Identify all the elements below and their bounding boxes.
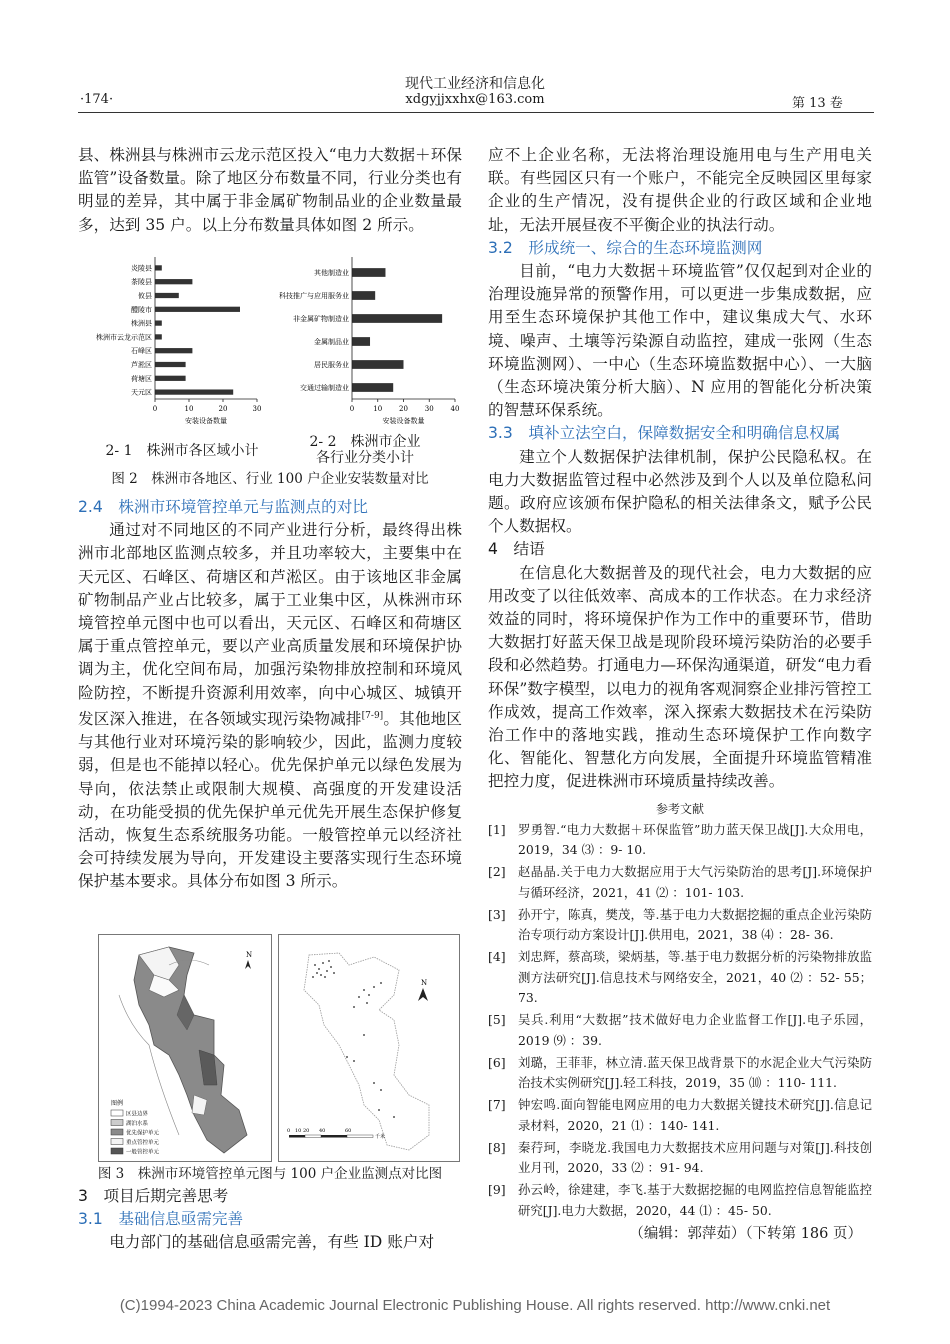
section-3-3-heading: 3.3 填补立法空白，保障数据安全和明确信息权属 [488,424,841,443]
legend-label: 湖泊水系 [126,1121,149,1127]
legend-label: 一般管控单元 [126,1149,160,1156]
section-4-paragraph: 在信息化大数据普及的现代社会，电力大数据的应用改变了以往低效率、高成本的工作状态。在力求经济效益的同时，将环境保护作为工作中的重要环节，借助大数据打好蓝天保卫战是现阶段环境污染防治的必要手段和必然趋势。打通电力—环保沟通渠道，研发“电力看环保”数字模型，以电力的视角客观洞察企业排污管控工作成效，提高工作效率，深入探索大数据技术在污染防治工作中的落地实践，推动生态环境保护工作向数字化、智能化、智慧化方向发展，全面提升环境监管精准把控力度，促进株洲市环境质量持续改善。 [488,563,872,791]
category-label: 株洲县 [131,319,152,328]
bar [155,376,186,381]
control-unit-map-graphic [99,935,271,1161]
reference-item [488,1010,872,1051]
header-email: xdgyjjxxhx@163.com [405,92,545,107]
reference-item [488,1180,872,1221]
bar [352,291,375,300]
bar [352,314,442,323]
bar [155,265,162,270]
reference-number: [4] [488,949,506,965]
north-arrow-icon [418,988,428,1001]
north-arrow-icon [245,960,251,969]
scale-label: 0 [287,1128,291,1134]
scale-bar [287,1128,385,1140]
legend-swatch [111,1148,123,1154]
category-label: 醴陵市 [131,305,152,314]
section-3-1-heading: 3.1 基础信息亟需完善 [78,1210,244,1229]
bar [155,362,186,367]
bar [155,279,192,284]
paragraph-text: 通过对不同地区的不同产业进行分析，最终得出株洲市北部地区监测点较多，并且功率较大，主要集中在天元区、石峰区、荷塘区和芦淞区。由于该地区非金属矿物制品产业占比较多，属于工业集中区，从株洲市环境管控单元图中也可以看出，天元区、石峰区和荷塘区属于重点管控单元，要以产业高质量发展和环境保护协调为主，优化空间布局，加强污染物排放控制和环境风险防控，不断提升资源利用效率，向中心城区、城镇开发区深入推进，在各领域实现污染物减排 [78,521,462,729]
reference-number: [9] [488,1182,506,1198]
bar [155,307,240,312]
category-label: 株洲市云龙示范区 [96,333,152,342]
category-label: 芦淞区 [131,361,152,369]
figure-2-2-subcaption [300,434,430,466]
legend-label: 重点管控单元 [126,1140,160,1146]
reference-number: [7] [488,1097,506,1113]
section-3-2-heading: 3.2 形成统一、综合的生态环境监测网 [488,238,763,257]
legend-label: 优先保护单元 [126,1130,160,1137]
references-title: 参考文献 [655,801,704,816]
paragraph-text: 。其他地区与其他行业对环境污染的影响较少，因此，监测力度较弱，但是也不能掉以轻心。优先保护单元以绿色发展为导向，依法禁止或限制大规模、高强度的开发建设活动，在功能受损的优先保护单元优先开展生态保护修复活动，恢复生态系统服务功能。一般管控单元以经济社会可持续发展为导向，开发建设主要落实现行生态环境保护基本要求。具体分布如图 3 所示。 [78,710,462,891]
right-column [488,144,872,1245]
reference-item [488,820,872,861]
x-tick-label: 20 [399,405,408,413]
reference-item [488,905,872,946]
reference-number: [8] [488,1139,506,1155]
reference-text: 赵晶晶.关于电力大数据应用于大气污染防治的思考[J].环境保护与循环经济，2021，41 ⑵ ：101- 103. [518,864,872,900]
x-axis-label: 安装设备数量 [185,417,227,425]
x-tick-label: 10 [373,405,383,413]
references-list [488,820,872,1222]
north-arrow-label: N [421,979,428,987]
x-tick-label: 20 [218,405,228,413]
category-label: 居民服务业 [314,361,349,369]
reference-number: [5] [488,1012,506,1028]
bar [155,334,162,339]
control-unit-map [98,934,272,1162]
x-tick-label: 30 [424,405,434,413]
category-label: 交通过输制造业 [300,384,349,392]
reference-text: 钟宏鸣.面向智能电网应用的电力大数据关键技术研究[J].信息记录材料，2020，21 ⑴ ：140- 141. [518,1097,872,1133]
category-label: 非金属矿物制造业 [293,315,349,323]
legend-swatch [111,1129,123,1135]
figure-2-2-subcaption-line1: 2- 2 株洲市企业 [309,434,421,450]
scale-label: 20 [303,1128,310,1134]
section-3-2-paragraph: 目前，“电力大数据＋环境监管”仅仅起到对企业的治理设施异常的预警作用，可以更进一步集成数据，应用至生态环境保护其他工作中，建议集成大气、水环境、噪声、土壤等污染源自动监控，建成一张网（生态环境监测网）、一中心（生态环境监数据中心）、一大脑（生态环境决策分析大脑）、N 应用的智能化分析决策的智慧环保系统。 [488,262,872,420]
x-tick-label: 30 [252,405,262,413]
section-3-3-paragraph: 建立个人数据保护法律机制，保护公民隐私权。在电力大数据监管过程中必然涉及到个人以及单位隐私问题。政府应该颁布保护隐私的相关法律条文，赋予公民个人数据权。 [488,447,872,536]
section-3-1-paragraph: 电力部门的基础信息亟需完善，有些 ID 账户对 [109,1233,435,1252]
figure-2-2-chart [262,256,467,436]
category-label: 石峰区 [131,347,152,356]
left-column-lower [78,468,462,894]
reference-number: [3] [488,906,506,922]
category-label: 天元区 [131,388,152,397]
x-tick-label: 40 [450,405,460,413]
bar [352,383,393,392]
figure-3-caption: 图 3 株洲市环境管控单元图与 100 户企业监测点对比图 [97,1166,443,1182]
monitoring-points-map-graphic [279,935,459,1161]
reference-text: 罗勇智.“电力大数据＋环保监管”助力蓝天保卫战[J].大众用电，2019，34 ⑶ ：9- 10. [518,821,872,858]
header-divider [78,112,874,113]
figure-2-1-subcaption: 2- 1 株洲市各区域小计 [105,443,259,459]
monitoring-points-map [278,934,460,1162]
citation: [7-9] [361,710,384,721]
category-label: 金属制品业 [314,338,349,346]
category-label: 荷塘区 [131,374,152,383]
legend-label: 区县边界 [126,1111,149,1118]
bar [155,348,192,353]
header-volume: 第 13 卷 [792,96,843,111]
category-label: 科技推广与应用服务业 [279,292,349,300]
bar [352,360,404,369]
category-label: 其他制造业 [314,269,349,277]
legend [111,1110,160,1156]
left-column-bottom [78,1163,462,1255]
scale-label: 10 [295,1128,302,1134]
header-journal-title: 现代工业经济和信息化 [405,76,545,92]
left-column [78,144,462,237]
x-tick-label: 0 [349,405,355,413]
x-tick-label: 10 [184,405,194,413]
reference-item [488,1095,872,1136]
scale-label: 40 [319,1128,326,1134]
reference-number: [1] [488,821,506,837]
section-4-heading: 4 结语 [488,540,545,559]
reference-text: 吴兵.利用“大数据”技术做好电力企业监督工作[J].电子乐园，2019 ⑼ ：39. [518,1012,872,1048]
bar [352,337,370,346]
section-3-heading: 3 项目后期完善思考 [78,1187,229,1205]
copyright-footer: (C)1994-2023 China Academic Journal Electronic Publishing House. All rights reserved. http://www.cnki.net [119,1297,831,1314]
reference-item [488,947,872,1009]
north-arrow-label: N [246,951,253,959]
legend-swatch [111,1110,123,1116]
reference-item [488,862,872,903]
reference-text: 秦荇珂，李晓龙.我国电力大数据技术应用问题与对策[J].科技创业月刊，2020，33 ⑵ ：91- 94. [518,1139,872,1176]
editor-note: （编辑：郭萍茹）（下转第 186 页） [629,1225,862,1242]
reference-text: 刘忠辉，蔡高琰，梁炳基，等.基于电力数据分析的污染物排放监测方法研究[J].信息技术与网络安全，2021，40 ⑵ ：52- 55；73. [518,949,872,1006]
x-tick-label: 0 [152,405,158,413]
reference-number: [6] [488,1054,506,1070]
section-2-4-heading: 2.4 株洲市环境管控单元与监测点的对比 [78,498,368,516]
reference-text: 孙云岭，徐建建，李飞.基于大数据挖掘的电网监控信息智能监控研究[J].电力大数据，2020，44 ⑴ ：45- 50. [518,1182,872,1218]
figure-2-1-chart [78,256,268,436]
reference-item [488,1138,872,1179]
intro-paragraph: 县、株洲县与株洲市云龙示范区投入“电力大数据＋环保监管”设备数量。除了地区分布数量不同，行业分类也有明显的差异，其中属于非金属矿物制品业的企业数量最多，达到 35 户。以上分布数量具体如图 2 所示。 [78,146,462,234]
continued-paragraph: 应不上企业名称，无法将治理设施用电与生产用电关联。有些园区只有一个账户，不能完全反映园区里每家企业的生产情况，没有提供企业的行政区域和企业地址，无法开展昼夜不平衡企业的执法行动。 [488,146,872,234]
figure-2-caption: 图 2 株洲市各地区、行业 100 户企业安装数量对比 [111,471,429,487]
reference-text: 孙开宁，陈真，樊茂，等.基于电力大数据挖掘的重点企业污染防治专项行动方案设计[J].供用电，2021，38 ⑷ ：28- 36. [518,906,872,943]
reference-text: 刘璐，王菲菲，林立清.蓝天保卫战背景下的水泥企业大气污染防治技术实例研究[J].轻工科技，2019，35 ⑽ ：110- 111. [518,1054,872,1091]
bar [155,389,233,394]
category-label: 茶陵县 [131,278,152,287]
bar [155,320,162,325]
legend-swatch [111,1139,123,1145]
reference-item [488,1053,872,1094]
scale-label: 60 [345,1128,352,1134]
figure-2-2-subcaption-line2: 各行业分类小计 [316,450,414,466]
scale-label: 千米 [375,1134,386,1140]
reference-number: [2] [488,864,506,880]
category-label: 炎陵县 [131,264,152,273]
section-2-4-paragraph [78,519,462,893]
bar [155,293,179,298]
legend-title: 图例 [111,1100,124,1107]
header-page-number: ·174· [80,92,114,107]
bar [352,268,385,277]
x-axis-label: 安装设备数量 [382,417,425,425]
category-label: 攸县 [138,292,152,300]
legend-swatch [111,1120,123,1126]
